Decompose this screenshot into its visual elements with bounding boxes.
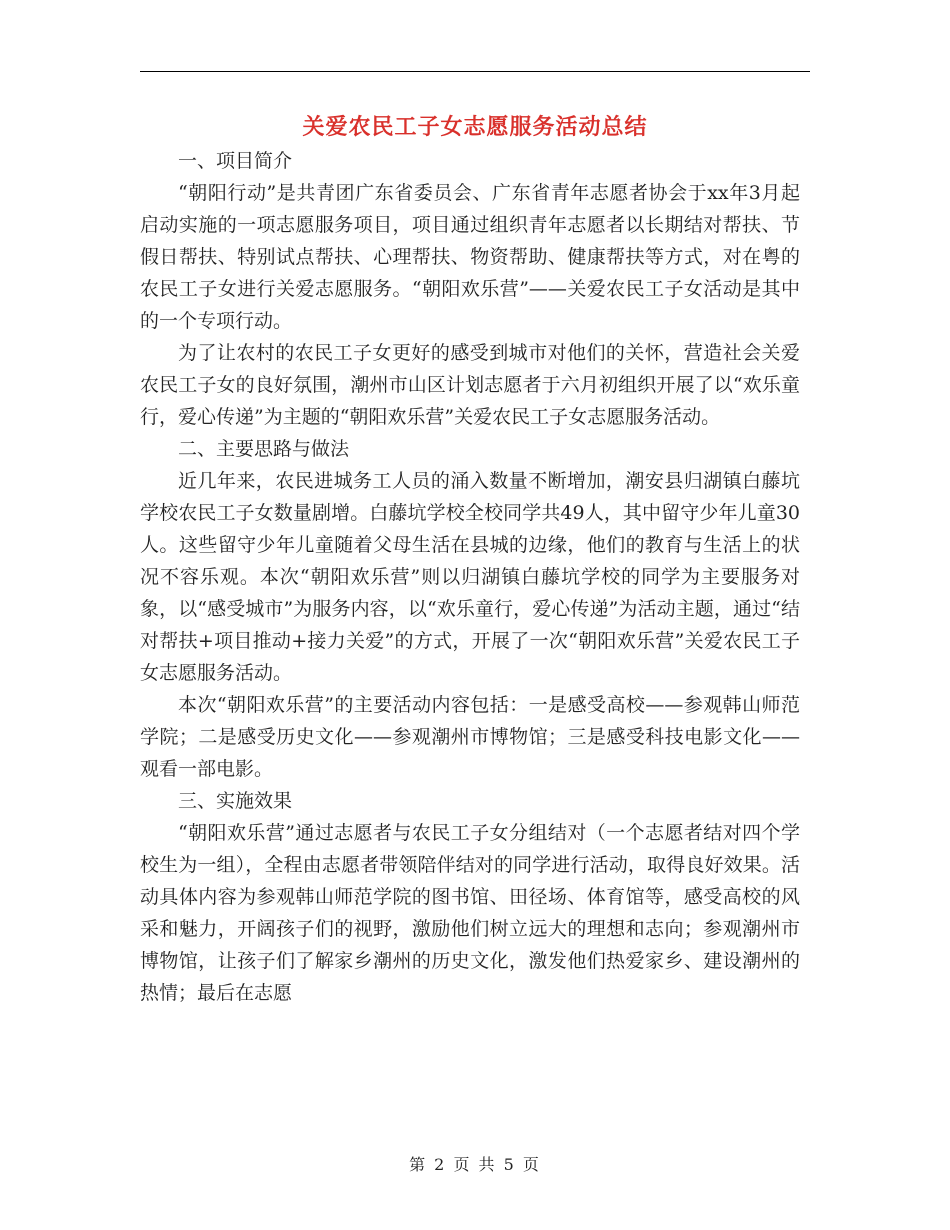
paragraph-results-1: “朝阳欢乐营”通过志愿者与农民工子女分组结对（一个志愿者结对四个学校生为一组），全程由志愿者带领陪伴结对的同学进行活动，取得良好效果。活动具体内容为参观韩山师范学院的图书馆、田径场、体育馆等，感受高校的风采和魅力，开阔孩子们的视野，激励他们树立远大的理想和志向；参观潮州市博物馆，让孩子们了解家乡潮州的历史文化，激发他们热爱家乡、建设潮州的热情；最后在志愿	[140, 822, 800, 1004]
document-title: 关爱农民工子女志愿服务活动总结	[302, 114, 648, 140]
paragraph-approach-2: 本次“朝阳欢乐营”的主要活动内容包括：一是感受高校——参观韩山师范学院；二是感受历史文化——参观潮州市博物馆；三是感受科技电影文化——观看一部电影。	[140, 694, 800, 780]
document-body	[140, 145, 800, 1009]
section-heading-intro: 一、项目简介	[178, 150, 293, 172]
paragraph-intro-2: 为了让农村的农民工子女更好的感受到城市对他们的关怀，营造社会关爱农民工子女的良好氛围，潮州市山区计划志愿者于六月初组织开展了以“欢乐童行，爱心传递”为主题的“朝阳欢乐营”关爱农民工子女志愿服务活动。	[140, 342, 800, 428]
page-number-footer: 第 2 页 共 5 页	[409, 1155, 541, 1174]
paragraph-approach-1: 近几年来，农民进城务工人员的涌入数量不断增加，潮安县归湖镇白藤坑学校农民工子女数量剧增。白藤坑学校全校同学共49人，其中留守少年儿童30人。这些留守少年儿童随着父母生活在县城的边缘，他们的教育与生活上的状况不容乐观。本次“朝阳欢乐营”则以归湖镇白藤坑学校的同学为主要服务对象，以“感受城市”为服务内容，以“欢乐童行，爱心传递”为活动主题，通过“结对帮扶+项目推动+接力关爱”的方式，开展了一次“朝阳欢乐营”关爱农民工子女志愿服务活动。	[140, 470, 800, 684]
section-heading-approach: 二、主要思路与做法	[178, 438, 350, 460]
header-rule	[140, 71, 810, 72]
section-heading-results: 三、实施效果	[178, 790, 293, 812]
paragraph-intro-1: “朝阳行动”是共青团广东省委员会、广东省青年志愿者协会于xx年3月起启动实施的一项志愿服务项目，项目通过组织青年志愿者以长期结对帮扶、节假日帮扶、特别试点帮扶、心理帮扶、物资帮助、健康帮扶等方式，对在粤的农民工子女进行关爱志愿服务。“朝阳欢乐营”——关爱农民工子女活动是其中的一个专项行动。	[140, 182, 800, 332]
